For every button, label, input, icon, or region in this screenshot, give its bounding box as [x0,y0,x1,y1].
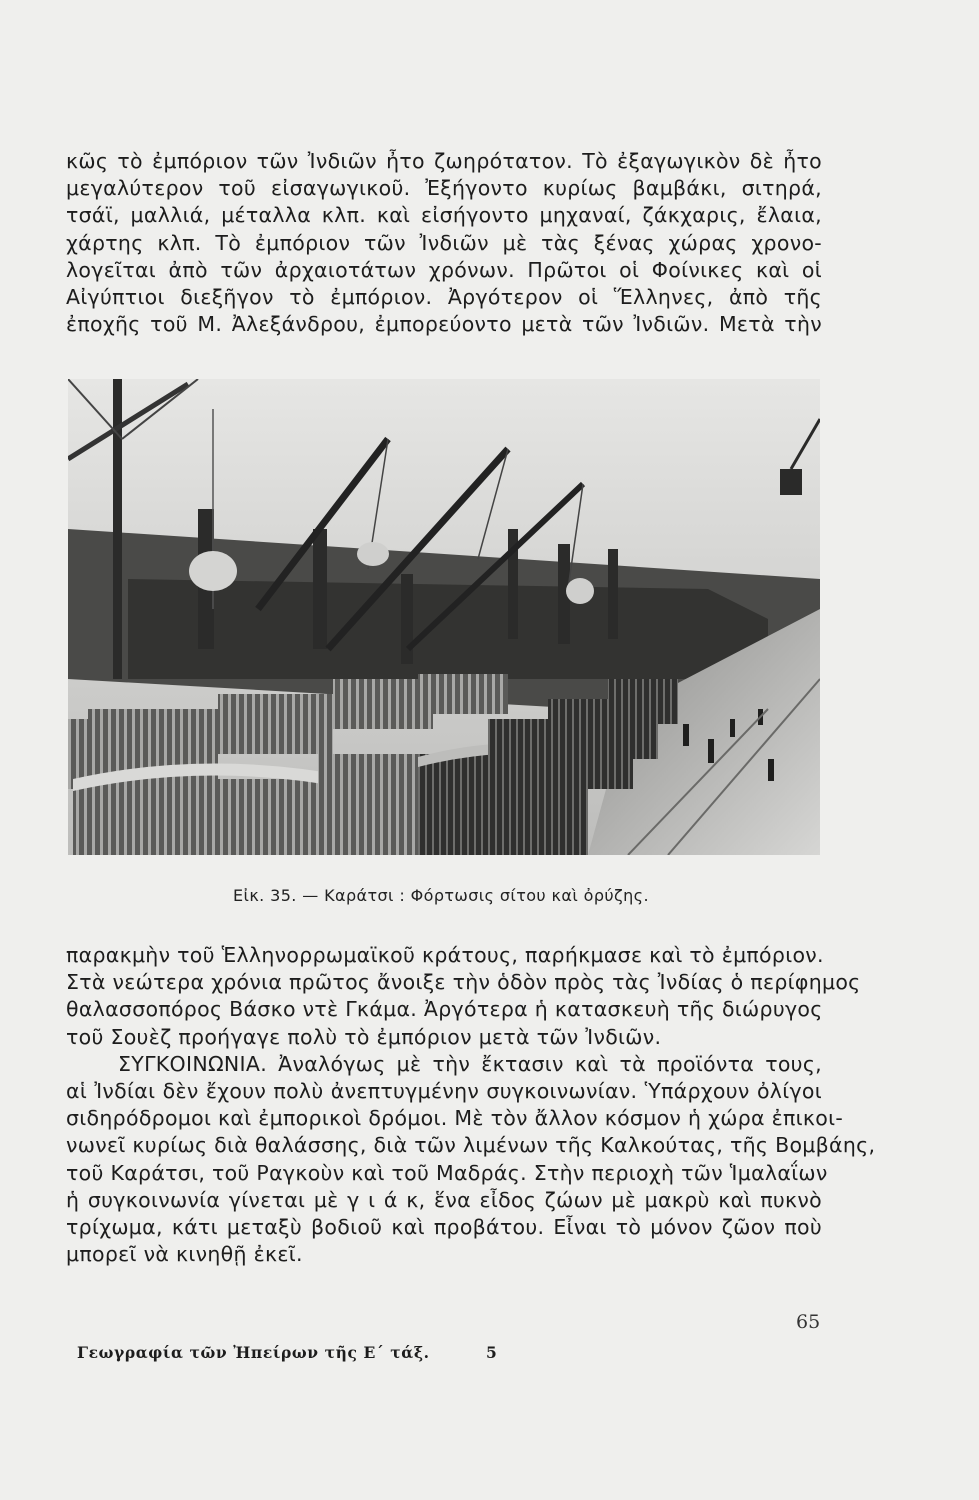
port-photo-illustration [68,379,820,855]
text-line: θαλασσοπόρος Βάσκο ντὲ Γκάμα. Ἀργότερα ἡ κατασκευὴ τῆς διώρυγος [66,997,823,1022]
text-line: παρακμὴν τοῦ Ἑλληνορρωμαϊκοῦ κράτους, παρήκμασε καὶ τὸ ἐμπόριον. [66,943,824,967]
text-line: χάρτης κλπ. Τὸ ἐμπόριον τῶν Ἰνδιῶν μὲ τὰς ξένας χώρας χρονο- [66,230,822,255]
text-line: ἐποχῆς τοῦ Μ. Ἀλεξάνδρου, ἐμπορεύοντο μετὰ τῶν Ἰνδιῶν. Μετὰ τὴν [66,312,822,337]
text-line: νωνεῖ κυρίως διὰ θαλάσσης, διὰ τῶν λιμένων τῆς Καλκούτας, τῆς Βομβάης, [66,1133,876,1158]
cargo-bundle [189,551,237,591]
paragraph-decline-and-communication [66,942,876,1268]
text-line: μπορεῖ νὰ κινηθῇ ἐκεῖ. [66,1242,303,1267]
figure-caption: Εἰκ. 35. — Καράτσι : Φόρτωσις σίτου καὶ ὀρύζης. [233,886,649,905]
lamp [780,469,802,495]
footer-book-title: Γεωγραφία τῶν Ἠπείρων τῆς Ε΄ τάξ. [77,1343,430,1362]
text-line: τοῦ Καράτσι, τοῦ Ραγκοὺν καὶ τοῦ Μαδράς. Στὴν περιοχὴ τῶν Ἱμαλαΐων [66,1160,828,1185]
section-heading-line: ΣΥΓΚΟΙΝΩΝΙΑ. Ἀναλόγως μὲ τὴν ἔκτασιν καὶ τὰ προϊόντα τους, [118,1051,822,1076]
text-line: αἱ Ἰνδίαι δὲν ἔχουν πολὺ ἀνεπτυγμένην συγκοινωνίαν. Ὑπάρχουν ὀλίγοι [66,1079,822,1104]
text-line: μεγαλύτερον τοῦ εἰσαγωγικοῦ. Ἐξήγοντο κυρίως βαμβάκι, σιτηρά, [66,176,822,201]
text-line: ἡ συγκοινωνία γίνεται μὲ γ ι ά κ, ἕνα εἶδος ζώων μὲ μακρὺ καὶ πυκνὸ [66,1187,822,1212]
text-line: κῶς τὸ ἐμπόριον τῶν Ἰνδιῶν ἦτο ζωηρότατον. Τὸ ἐξαγωγικὸν δὲ ἦτο [66,149,822,173]
text-line: Στὰ νεώτερα χρόνια πρῶτος ἄνοιξε τὴν ὁδὸν πρὸς τὰς Ἰνδίας ὁ περίφημος [66,970,861,995]
paragraph-trade [66,148,822,338]
text-line: Αἰγύπτιοι διεξῆγον τὸ ἐμπόριον. Ἀργότερον οἱ Ἕλληνες, ἀπὸ τῆς [66,285,822,310]
page-number: 65 [796,1311,821,1333]
text-line: λογεῖται ἀπὸ τῶν ἀρχαιοτάτων χρόνων. Πρῶτοι οἱ Φοίνικες καὶ οἱ [66,257,822,282]
text-line: τσάϊ, μαλλιά, μέταλλα κλπ. καὶ εἰσήγοντο μηχαναί, ζάκχαρις, ἔλαια, [66,203,822,228]
figure-karachi-port-photo [68,379,820,855]
text-line: σιδηρόδρομοι καὶ ἐμπορικοὶ δρόμοι. Μὲ τὸν ἄλλον κόσμον ἡ χώρα ἐπικοι- [66,1106,844,1131]
text-line: τοῦ Σουὲζ προήγαγε πολὺ τὸ ἐμπόριον μετὰ τῶν Ἰνδιῶν. [66,1024,662,1049]
text-line: τρίχωμα, κάτι μεταξὺ βοδιοῦ καὶ προβάτου. Εἶναι τὸ μόνον ζῶον ποὺ [66,1215,822,1240]
footer-signature: 5 [486,1343,497,1362]
